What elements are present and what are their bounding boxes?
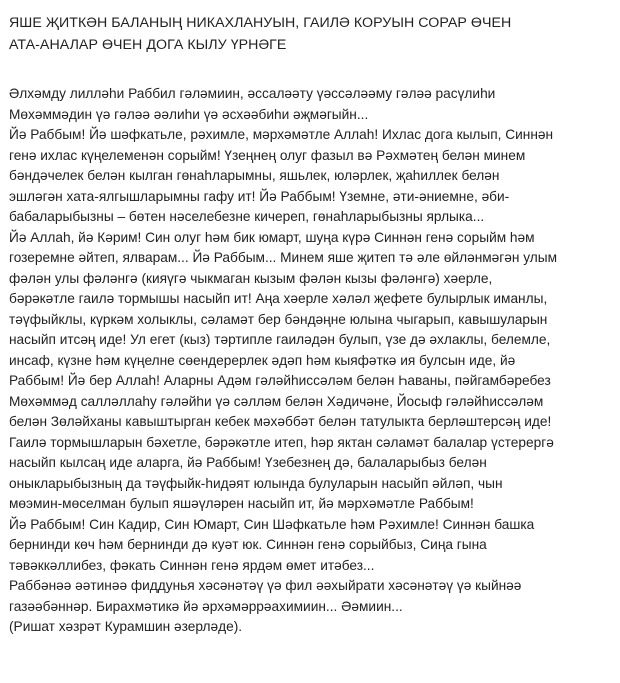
text-line: газәәбәннәр. Бирахмәтикә йә әрхәмәррәахимиин... Әәмиин... xyxy=(9,598,403,614)
text-line: мөэмин-мөселман булып яшәүләрен насыйп ит, йә мәрхәмәтле Раббым! xyxy=(9,496,474,511)
prayer-text xyxy=(9,84,612,638)
text-line: бабаларыбызны – бөтен нәселебезне кичереп, гөнаһларыбызны ярлыка... xyxy=(9,209,485,224)
text-line: Раббым! Йә бер Аллаһ! Аларны Адәм гәләйһиссәләм белән Һаваны, пәйгамбәребез xyxy=(9,373,551,388)
text-line: насыйп итсәң иде! Ул егет (кыз) тәртипле гаиләдән булып, үзе дә әхлаклы, белемле, xyxy=(9,332,551,347)
text-line: Йә Раббым! Син Кадир, Син Юмарт, Син Шәфкатьле һәм Рәхимле! Синнән башка xyxy=(9,516,535,532)
prayer-paragraph xyxy=(9,84,612,638)
text-line: эшләгән хата-ялгышларымны гафу ит! Йә Раббым! Үземне, әти-әниемне, әби- xyxy=(9,188,510,204)
text-line: гозеремне әйтеп, ялварам... Йә Раббым... Минем яше җитеп тә әле өйләнмәгән улым xyxy=(9,250,558,265)
page-title xyxy=(9,12,612,56)
text-line: Раббәнәә әәтинәә фиддунья хәсәнәтәү үә фил әәхыйрати хәсәнәтәү үә кыйнәә xyxy=(9,578,522,593)
text-line: тәүфыйклы, күркәм холыклы, сәламәт бер бәндәңне юлына чыгарып, кавышуларын xyxy=(9,311,548,327)
page-title-line-2: АТА-АНАЛАР ӨЧЕН ДОГА КЫЛУ ҮРНӘГЕ xyxy=(9,37,287,53)
page-title-line-1: ЯШЕ ҖИТКӘН БАЛАНЫҢ НИКАХЛАНУЫН, ГАИЛӘ КОРУЫН СОРАР ӨЧЕН xyxy=(9,15,512,31)
text-line: инсаф, күзне һәм күңелне сөендерерлек әдәп һәм кыяфәткә ия булсын иде, йә xyxy=(9,352,516,368)
text-line: Гаилә тормышларын бәхетле, бәрәкәтле итеп, һәр яктан сәламәт балалар үстерергә xyxy=(9,434,554,450)
text-line: Әлхәмду лилләһи Раббил гәләмиин, әссаләәту үәссәләәму гәләә расүлиһи xyxy=(9,86,496,101)
text-line: Йә Раббым! Йә шәфкатьле, рәхимле, мәрхәмәтле Аллаһ! Ихлас дога кылып, Синнән xyxy=(9,127,554,142)
author-credit: (Ришат хәзрәт Курамшин әзерләде). xyxy=(9,619,243,634)
text-line: бәрәкәтле гаилә тормышы насыйп ит! Аңа хәерле хәләл җефете булырлык иманлы, xyxy=(9,291,548,306)
text-line: Мөхәммәд салләллаһу гәләйһи үә сәлләм белән Хәдичәне, Йосыф гәләйһиссәләм xyxy=(9,393,544,409)
text-line: насыйп кылсаң иде аларга, йә Раббым! Үзебезнең дә, балаларыбыз белән xyxy=(9,455,487,470)
text-line: бәндәчелек белән кылган гөнаһларымны, яшьлек, юләрлек, җаһиллек белән xyxy=(9,168,500,183)
text-line: Мөхәммәдин үә гәләә әәлиһи үә әсхәәбиһи әҗмәгыйн... xyxy=(9,106,369,122)
text-line: генә ихлас күңелеменән сорыйм! Үзеңнең олуг фазыл вә Рәхмәтең белән минем xyxy=(9,147,526,163)
text-line: оныкларыбызның да тәүфыйк-һидәят юлында булуларын насыйп әйләп, чын xyxy=(9,475,503,491)
text-line: фәлән улы фәләнгә (кияүгә чыкмаган кызым фәлән кызы фәләнгә) хәерле, xyxy=(9,270,493,286)
text-line: тәвәккәллибез, фәкать Синнән генә ярдәм өмет итәбез... xyxy=(9,557,375,573)
text-line: Йә Аллаһ, йә Кәрим! Син олуг һәм бик юмарт, шуңа күрә Синнән генә сорыйм һәм xyxy=(9,229,535,245)
text-line: белән Зөләйханы кавыштырган кебек мәхәббәт белән татулыкта берләштерсәң иде! xyxy=(9,414,552,429)
text-line: бернинди көч һәм бернинди дә куәт юк. Синнән генә сорыйбыз, Сиңа гына xyxy=(9,537,487,552)
